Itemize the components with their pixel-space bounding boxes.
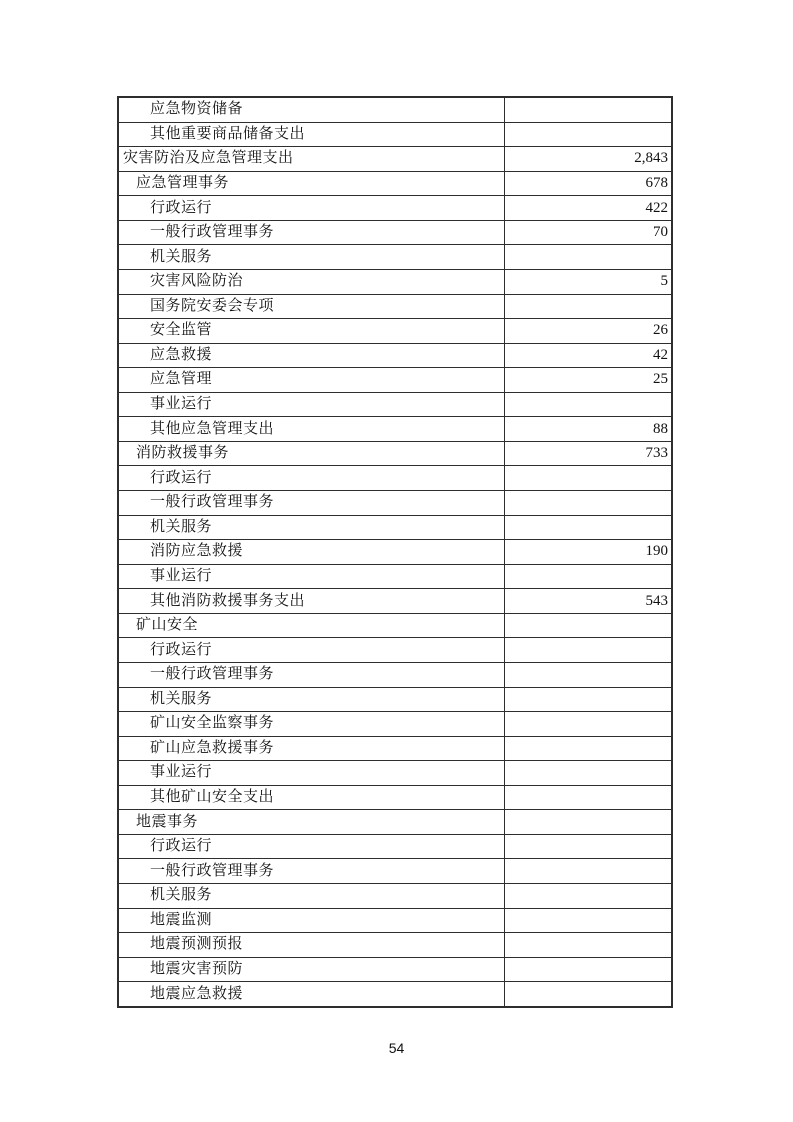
- row-label: 灾害风险防治: [150, 273, 244, 290]
- row-value: [504, 859, 671, 883]
- row-label: 地震预测预报: [150, 936, 244, 953]
- table-row: [119, 98, 671, 122]
- row-value: [504, 98, 671, 122]
- table-row: [119, 957, 671, 982]
- row-value: [504, 245, 671, 269]
- row-label: 消防应急救援: [150, 543, 244, 560]
- row-label: 地震灾害预防: [150, 960, 244, 977]
- table-row: [119, 932, 671, 957]
- row-label: 矿山应急救援事务: [150, 739, 275, 756]
- row-value: 678: [504, 172, 671, 196]
- table-row: [119, 981, 671, 1006]
- table-row: [119, 883, 671, 908]
- row-label: 行政运行: [150, 641, 213, 658]
- row-value: [504, 982, 671, 1006]
- row-label: 机关服务: [150, 518, 213, 535]
- row-label: 行政运行: [150, 469, 213, 486]
- table-row: [119, 515, 671, 540]
- table-row: [119, 195, 671, 220]
- row-value: 2,843: [504, 147, 671, 171]
- table-row: [119, 244, 671, 269]
- table-row: [119, 908, 671, 933]
- table-row: [119, 294, 671, 319]
- row-label: 安全监管: [150, 322, 213, 339]
- row-label: 机关服务: [150, 248, 213, 265]
- row-label: 事业运行: [150, 396, 213, 413]
- row-label: 其他应急管理支出: [150, 420, 275, 437]
- row-value: [504, 516, 671, 540]
- table-row: [119, 736, 671, 761]
- row-value: [504, 565, 671, 589]
- table-row: [119, 564, 671, 589]
- table-row: [119, 416, 671, 441]
- table-row: [119, 588, 671, 613]
- table-row: [119, 220, 671, 245]
- page-number: 54: [388, 1040, 405, 1056]
- row-value: 26: [504, 319, 671, 343]
- row-label: 一般行政管理事务: [150, 862, 275, 879]
- row-label: 地震监测: [150, 911, 213, 928]
- table-row: [119, 146, 671, 171]
- table-row: [119, 711, 671, 736]
- row-value: [504, 884, 671, 908]
- row-label: 事业运行: [150, 764, 213, 781]
- row-label: 消防救援事务: [136, 445, 230, 462]
- row-value: [504, 761, 671, 785]
- table-row: [119, 392, 671, 417]
- table-row: [119, 367, 671, 392]
- row-label: 地震应急救援: [150, 985, 244, 1002]
- table-row: [119, 809, 671, 834]
- row-label: 一般行政管理事务: [150, 666, 275, 683]
- row-value: 25: [504, 368, 671, 392]
- row-value: [504, 614, 671, 638]
- row-label: 应急管理: [150, 371, 213, 388]
- table-row: [119, 539, 671, 564]
- row-value: [504, 958, 671, 982]
- row-value: [504, 712, 671, 736]
- table-row: [119, 490, 671, 515]
- row-value: 70: [504, 221, 671, 245]
- row-value: [504, 909, 671, 933]
- table-row: [119, 318, 671, 343]
- row-value: [504, 638, 671, 662]
- row-value: [504, 123, 671, 147]
- table-row: [119, 858, 671, 883]
- row-value: [504, 466, 671, 490]
- row-label: 机关服务: [150, 690, 213, 707]
- table-row: [119, 834, 671, 859]
- row-value: [504, 835, 671, 859]
- row-label: 行政运行: [150, 838, 213, 855]
- row-label: 应急管理事务: [136, 174, 230, 191]
- row-value: [504, 737, 671, 761]
- row-value: 733: [504, 442, 671, 466]
- row-value: 42: [504, 344, 671, 368]
- table-row: [119, 785, 671, 810]
- row-label: 其他消防救援事务支出: [150, 592, 306, 609]
- row-label: 事业运行: [150, 567, 213, 584]
- table-row: [119, 465, 671, 490]
- row-value: 422: [504, 196, 671, 220]
- row-label: 一般行政管理事务: [150, 494, 275, 511]
- row-label: 矿山安全监察事务: [150, 715, 275, 732]
- budget-expenditure-table: [117, 96, 673, 1008]
- table-row: [119, 343, 671, 368]
- row-label: 应急救援: [150, 346, 213, 363]
- table-row: [119, 637, 671, 662]
- row-label: 一般行政管理事务: [150, 224, 275, 241]
- row-label: 其他重要商品储备支出: [150, 125, 306, 142]
- table-row: [119, 171, 671, 196]
- row-label: 矿山安全: [136, 617, 199, 634]
- table-row: [119, 122, 671, 147]
- row-value: 5: [504, 270, 671, 294]
- row-value: [504, 491, 671, 515]
- row-value: [504, 663, 671, 687]
- table-row: [119, 760, 671, 785]
- table-row: [119, 662, 671, 687]
- row-label: 其他矿山安全支出: [150, 789, 275, 806]
- row-label: 机关服务: [150, 887, 213, 904]
- row-value: [504, 295, 671, 319]
- table-row: [119, 613, 671, 638]
- row-label: 地震事务: [136, 813, 199, 830]
- row-label: 应急物资储备: [150, 101, 244, 118]
- row-value: 190: [504, 540, 671, 564]
- row-label: 国务院安委会专项: [150, 297, 275, 314]
- row-value: 88: [504, 417, 671, 441]
- row-value: [504, 810, 671, 834]
- table-row: [119, 687, 671, 712]
- row-label: 行政运行: [150, 199, 213, 216]
- table-row: [119, 269, 671, 294]
- row-value: [504, 688, 671, 712]
- row-value: 543: [504, 589, 671, 613]
- row-value: [504, 393, 671, 417]
- row-label: 灾害防治及应急管理支出: [123, 150, 294, 167]
- row-value: [504, 786, 671, 810]
- table-row: [119, 441, 671, 466]
- row-value: [504, 933, 671, 957]
